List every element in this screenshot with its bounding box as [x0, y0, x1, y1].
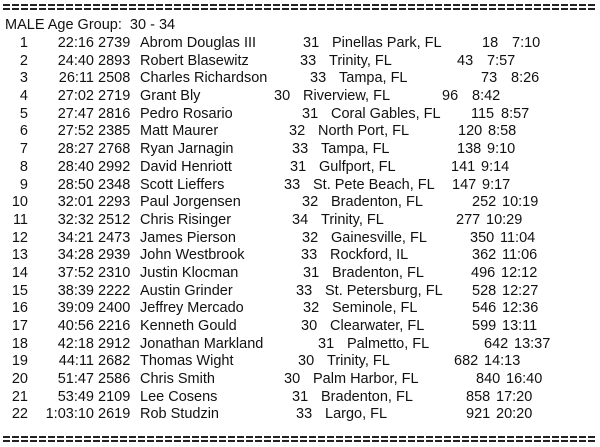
- runner-name: Jeffrey Mercado: [140, 300, 244, 317]
- gender-place: 599: [472, 318, 497, 334]
- bib-number: 2385: [98, 123, 131, 140]
- overall-place: 19: [11, 353, 28, 370]
- runner-age: 33: [300, 52, 317, 69]
- runner-age: 32: [302, 194, 319, 211]
- pace: 14:13: [484, 353, 521, 370]
- runner-city: Gulfport, FL: [319, 158, 396, 175]
- bib-number: 2293: [98, 194, 131, 211]
- pace: 8:57: [501, 105, 530, 122]
- finish-time: 37:52: [57, 264, 94, 281]
- result-row: [0, 283, 600, 301]
- overall-place: 2: [19, 52, 28, 69]
- result-row: [0, 371, 600, 389]
- pace: 16:40: [506, 371, 543, 388]
- runner-name: Rob Studzin: [140, 406, 219, 423]
- runner-name: Ryan Jarnagin: [140, 141, 234, 158]
- bib-number: 2912: [98, 335, 131, 352]
- pace: 13:11: [502, 318, 538, 334]
- overall-place: 22: [11, 406, 28, 423]
- gender-place: 642: [484, 335, 509, 352]
- runner-age: 34: [292, 211, 309, 228]
- bib-number: 2508: [98, 70, 131, 87]
- bib-number: 2893: [98, 52, 131, 69]
- runner-name: Austin Grinder: [140, 282, 233, 299]
- runner-city: Palm Harbor, FL: [313, 371, 419, 388]
- bib-number: 2310: [98, 264, 131, 281]
- bib-number: 2216: [98, 318, 131, 334]
- result-row: [0, 194, 600, 212]
- pace: 17:20: [496, 388, 533, 405]
- runner-age: 32: [289, 123, 306, 140]
- result-row: [0, 265, 600, 283]
- runner-name: John Westbrook: [140, 247, 245, 264]
- result-row: [0, 336, 600, 354]
- runner-name: Jonathan Markland: [140, 335, 264, 352]
- runner-age: 31: [292, 388, 309, 405]
- runner-name: Thomas Wight: [140, 353, 234, 370]
- pace: 12:12: [501, 264, 538, 281]
- overall-place: 14: [11, 264, 28, 281]
- pace: 11:04: [500, 229, 536, 246]
- runner-name: Charles Richardson: [140, 70, 268, 87]
- bib-number: 2473: [98, 229, 131, 246]
- finish-time: 28:40: [57, 158, 94, 175]
- finish-time: 51:47: [57, 371, 94, 388]
- runner-city: Rockford, IL: [330, 247, 409, 264]
- finish-time: 26:11: [58, 70, 94, 87]
- runner-age: 30: [301, 318, 318, 334]
- runner-age: 31: [302, 105, 319, 122]
- bib-number: 2768: [98, 141, 131, 158]
- overall-place: 7: [19, 141, 28, 158]
- runner-age: 31: [318, 335, 335, 352]
- pace: 10:19: [502, 194, 539, 211]
- overall-place: 20: [11, 371, 28, 388]
- result-row: [0, 247, 600, 265]
- gender-place: 18: [482, 35, 499, 51]
- result-row: [0, 318, 600, 336]
- finish-time: 40:56: [57, 318, 94, 334]
- runner-name: Chris Risinger: [140, 211, 232, 228]
- overall-place: 16: [11, 300, 28, 317]
- gender-place: 546: [472, 300, 497, 317]
- bib-number: 2816: [98, 105, 131, 122]
- gender-place: 73: [481, 70, 498, 87]
- gender-place: 858: [466, 388, 491, 405]
- gender-place: 43: [457, 52, 474, 69]
- runner-city: Tampa, FL: [339, 70, 408, 87]
- runner-city: Tampa, FL: [321, 141, 390, 158]
- runner-age: 33: [296, 406, 313, 423]
- age-group-title: MALE Age Group: 30 - 34: [5, 17, 176, 33]
- overall-place: 5: [19, 105, 28, 122]
- bib-number: 2400: [98, 300, 131, 317]
- runner-name: Scott Lieffers: [140, 176, 225, 193]
- gender-place: 141: [451, 158, 476, 175]
- top-separator-rule: [3, 1, 597, 13]
- result-row: [0, 300, 600, 318]
- pace: 13:37: [514, 335, 551, 352]
- gender-place: 252: [472, 194, 497, 211]
- gender-place: 120: [458, 123, 483, 140]
- runner-name: Justin Klocman: [140, 264, 239, 281]
- result-row: [0, 177, 600, 195]
- overall-place: 9: [19, 176, 28, 193]
- overall-place: 11: [12, 211, 28, 228]
- pace: 9:14: [481, 158, 510, 175]
- pace: 11:06: [502, 247, 538, 264]
- result-row: [0, 212, 600, 230]
- runner-city: St. Pete Beach, FL: [313, 176, 435, 193]
- bib-number: 2682: [98, 353, 131, 370]
- bib-number: 2109: [98, 388, 131, 405]
- pace: 9:10: [487, 141, 516, 158]
- finish-time: 24:40: [57, 52, 94, 69]
- runner-name: Grant Bly: [140, 88, 201, 105]
- bib-number: 2512: [98, 211, 131, 228]
- bib-number: 2222: [98, 282, 131, 299]
- runner-city: Pinellas Park, FL: [332, 35, 442, 51]
- overall-place: 21: [11, 388, 28, 405]
- runner-age: 30: [298, 353, 315, 370]
- runner-city: Trinity, FL: [329, 52, 392, 69]
- runner-age: 32: [303, 300, 320, 317]
- overall-place: 15: [11, 282, 28, 299]
- overall-place: 13: [11, 247, 28, 264]
- runner-name: Matt Maurer: [140, 123, 219, 140]
- runner-age: 30: [274, 88, 291, 105]
- pace: 12:27: [502, 282, 539, 299]
- finish-time: 28:50: [57, 176, 94, 193]
- runner-name: Robert Blasewitz: [140, 52, 249, 69]
- runner-city: Gainesville, FL: [331, 229, 427, 246]
- pace: 9:17: [482, 176, 511, 193]
- finish-time: 44:11: [58, 353, 94, 370]
- runner-age: 33: [284, 176, 301, 193]
- result-row: [0, 389, 600, 407]
- overall-place: 3: [19, 70, 28, 87]
- bib-number: 2719: [98, 88, 131, 105]
- runner-name: James Pierson: [140, 229, 236, 246]
- result-row: [0, 106, 600, 124]
- result-row: [0, 123, 600, 141]
- overall-place: 8: [19, 158, 28, 175]
- runner-name: Kenneth Gould: [140, 318, 237, 334]
- finish-time: 32:32: [57, 211, 94, 228]
- runner-age: 32: [302, 229, 319, 246]
- result-row: [0, 159, 600, 177]
- runner-age: 31: [303, 35, 320, 51]
- runner-name: David Henriott: [140, 158, 232, 175]
- finish-time: 34:21: [57, 229, 94, 246]
- finish-time: 32:01: [57, 194, 94, 211]
- runner-age: 33: [301, 247, 318, 264]
- overall-place: 18: [11, 335, 28, 352]
- runner-age: 31: [290, 158, 307, 175]
- runner-city: Trinity, FL: [321, 211, 384, 228]
- gender-place: 528: [472, 282, 497, 299]
- runner-city: Trinity, FL: [327, 353, 390, 370]
- finish-time: 42:18: [57, 335, 94, 352]
- pace: 12:36: [502, 300, 539, 317]
- finish-time: 22:16: [57, 35, 94, 51]
- runner-city: Palmetto, FL: [347, 335, 430, 352]
- runner-name: Paul Jorgensen: [140, 194, 241, 211]
- runner-age: 31: [303, 264, 320, 281]
- gender-place: 921: [466, 406, 491, 423]
- pace: 20:20: [496, 406, 533, 423]
- runner-city: Largo, FL: [325, 406, 388, 423]
- gender-place: 147: [452, 176, 477, 193]
- pace: 7:10: [512, 35, 541, 51]
- results-list: [0, 35, 600, 424]
- runner-city: St. Petersburg, FL: [325, 282, 443, 299]
- bib-number: 2586: [98, 371, 131, 388]
- runner-name: Chris Smith: [140, 371, 215, 388]
- overall-place: 12: [11, 229, 28, 246]
- finish-time: 53:49: [57, 388, 94, 405]
- finish-time: 38:39: [57, 282, 94, 299]
- pace: 10:29: [486, 211, 523, 228]
- runner-age: 33: [292, 141, 309, 158]
- runner-age: 33: [310, 70, 327, 87]
- runner-city: Seminole, FL: [332, 300, 418, 317]
- overall-place: 4: [19, 88, 28, 105]
- bib-number: 2992: [98, 158, 131, 175]
- overall-place: 1: [19, 35, 28, 51]
- finish-time: 28:27: [57, 141, 94, 158]
- finish-time: 27:52: [57, 123, 94, 140]
- result-row: [0, 230, 600, 248]
- gender-place: 96: [442, 88, 459, 105]
- gender-place: 350: [470, 229, 495, 246]
- runner-city: Bradenton, FL: [321, 388, 413, 405]
- bib-number: 2939: [98, 247, 131, 264]
- overall-place: 10: [11, 194, 28, 211]
- pace: 7:57: [487, 52, 516, 69]
- finish-time: 27:02: [57, 88, 94, 105]
- runner-city: Coral Gables, FL: [331, 105, 441, 122]
- finish-time: 27:47: [57, 105, 94, 122]
- runner-city: Bradenton, FL: [332, 264, 424, 281]
- bib-number: 2619: [98, 406, 131, 423]
- runner-age: 33: [296, 282, 313, 299]
- gender-place: 682: [454, 353, 479, 370]
- gender-place: 840: [476, 371, 501, 388]
- overall-place: 6: [19, 123, 28, 140]
- result-row: [0, 353, 600, 371]
- pace: 8:58: [488, 123, 517, 140]
- overall-place: 17: [11, 318, 28, 334]
- runner-age: 30: [284, 371, 301, 388]
- runner-city: North Port, FL: [318, 123, 410, 140]
- result-row: [0, 53, 600, 71]
- finish-time: 34:28: [57, 247, 94, 264]
- result-row: [0, 406, 600, 424]
- result-row: [0, 141, 600, 159]
- gender-place: 115: [471, 105, 495, 122]
- runner-city: Bradenton, FL: [331, 194, 423, 211]
- gender-place: 138: [457, 141, 482, 158]
- bib-number: 2348: [98, 176, 131, 193]
- result-row: [0, 70, 600, 88]
- runner-city: Clearwater, FL: [330, 318, 425, 334]
- bib-number: 2739: [98, 35, 131, 51]
- pace: 8:26: [511, 70, 540, 87]
- gender-place: 277: [456, 211, 481, 228]
- finish-time: 1:03:10: [45, 406, 94, 423]
- finish-time: 39:09: [57, 300, 94, 317]
- gender-place: 362: [472, 247, 497, 264]
- gender-place: 496: [471, 264, 496, 281]
- result-row: [0, 88, 600, 106]
- runner-city: Riverview, FL: [303, 88, 391, 105]
- bottom-separator-rule: [3, 433, 597, 445]
- runner-name: Pedro Rosario: [140, 105, 233, 122]
- runner-name: Lee Cosens: [140, 388, 218, 405]
- result-row: [0, 35, 600, 53]
- runner-name: Abrom Douglas III: [140, 35, 257, 51]
- pace: 8:42: [472, 88, 501, 105]
